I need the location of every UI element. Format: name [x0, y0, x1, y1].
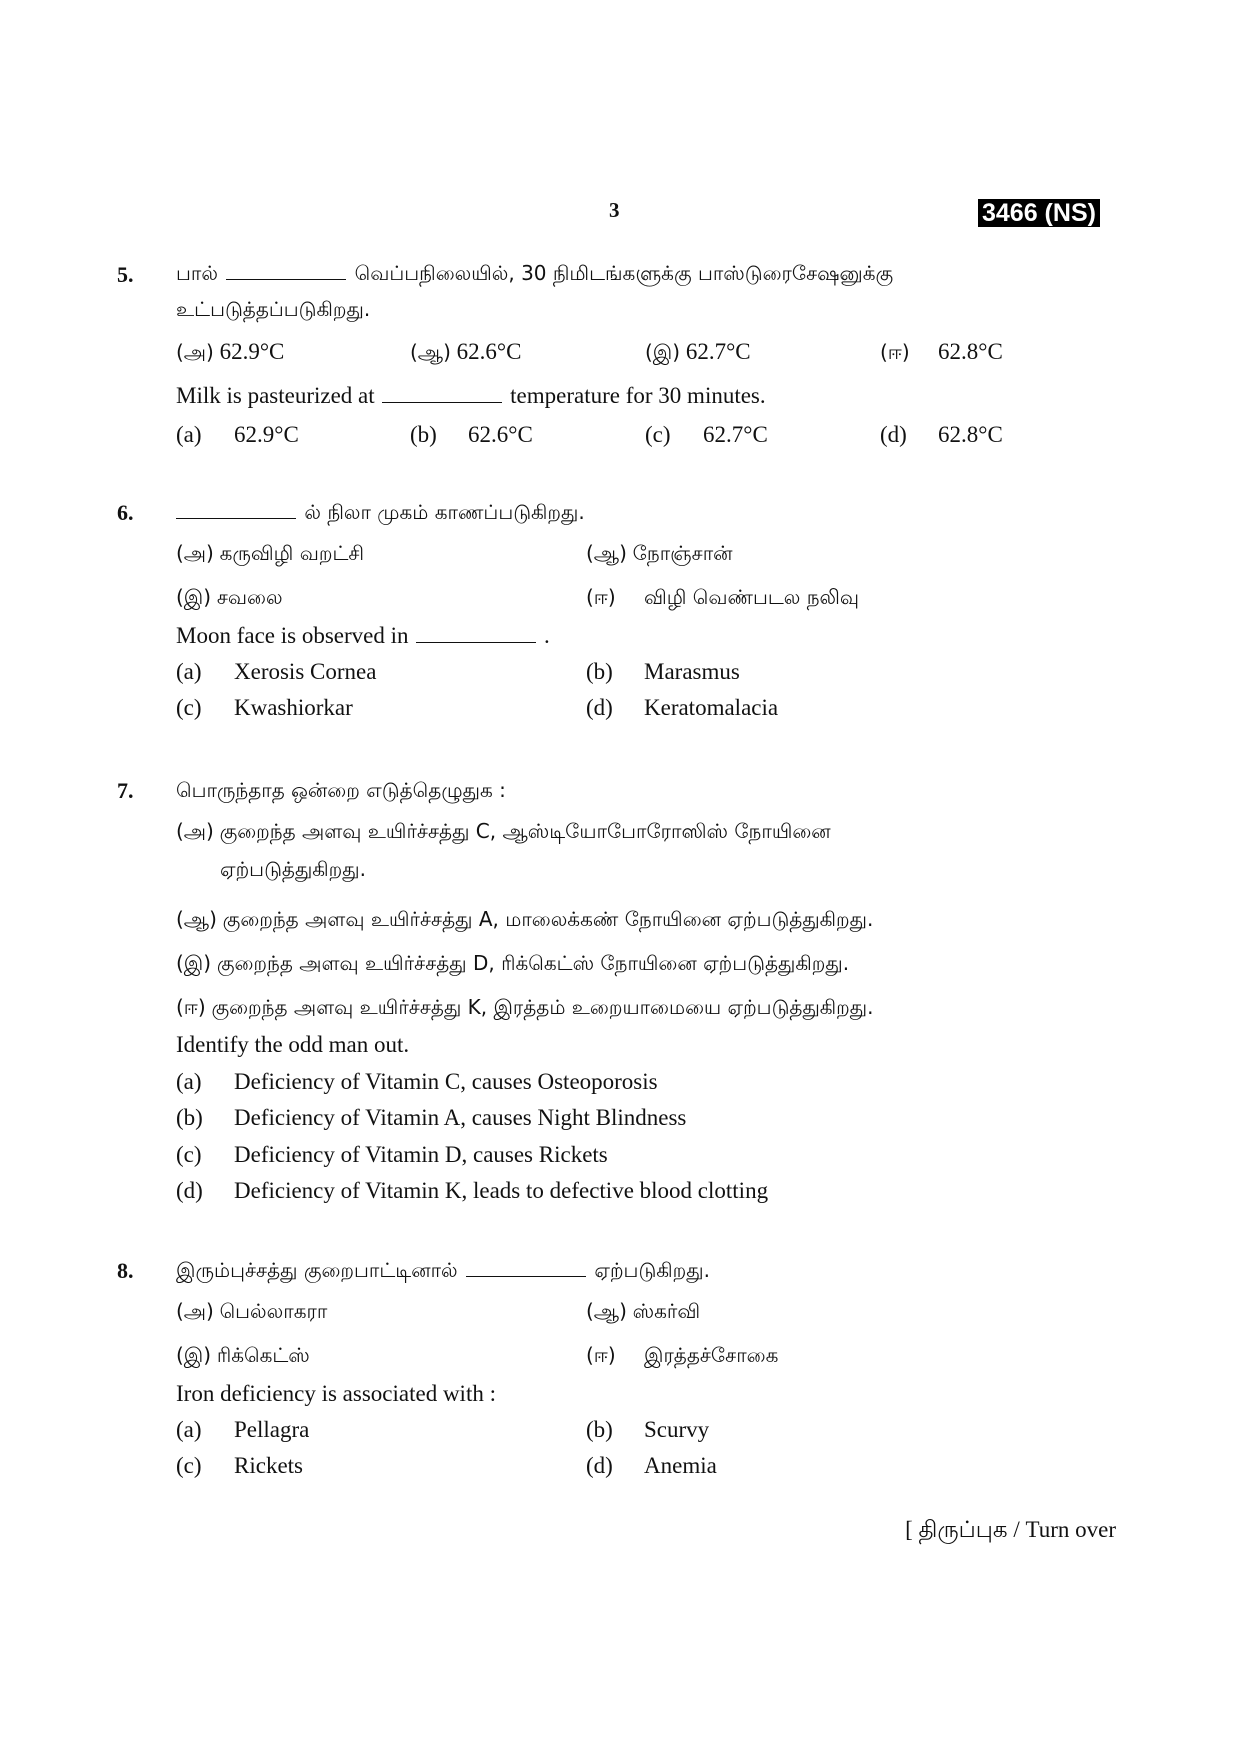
question-stem-english: Identify the odd man out.: [176, 1032, 410, 1057]
question-number: 5.: [117, 262, 134, 287]
stem-text: .: [544, 623, 550, 648]
option-ta-a: [176, 337, 284, 367]
stem-text: ல் நிலா முகம் காணப்படுகிறது.: [304, 500, 585, 524]
option-label: (அ): [176, 819, 214, 843]
option-label: (b): [586, 659, 613, 684]
option-label: (b): [410, 422, 437, 447]
option-text: குறைந்த அளவு உயிர்ச்சத்து K, இரத்தம் உறையாமையை ஏற்படுத்துகிறது.: [211, 995, 874, 1019]
option-ta-a: [176, 816, 831, 846]
option-label: (ஈ): [586, 585, 616, 609]
option-text: ரிக்கெட்ஸ்: [216, 1343, 310, 1367]
option-en-d: [586, 693, 779, 723]
option-text: சவலை: [216, 585, 283, 609]
option-ta-d: [586, 582, 860, 612]
answer-blank: [416, 624, 536, 643]
option-text: Pellagra: [234, 1417, 310, 1442]
option-ta-c: [645, 337, 751, 367]
question-stem-tamil: [176, 258, 1116, 288]
option-label: (c): [176, 1453, 202, 1478]
question-stem-tamil-cont: உட்படுத்தப்படுகிறது.: [176, 297, 371, 321]
option-ta-b: [586, 538, 733, 568]
option-en-b: [586, 1415, 710, 1445]
option-text: பெல்லாகரா: [219, 1299, 328, 1323]
option-label: (அ): [176, 1299, 214, 1323]
option-ta-d: [586, 1340, 779, 1370]
option-ta-d: [176, 992, 874, 1022]
answer-blank: [226, 261, 346, 280]
option-text: 62.6°C: [456, 339, 522, 364]
answer-blank: [382, 384, 502, 403]
option-ta-b: [176, 904, 873, 934]
option-text: Deficiency of Vitamin C, causes Osteoporosis: [234, 1069, 658, 1094]
option-label: (d): [586, 695, 613, 720]
question-number: 6.: [117, 500, 134, 525]
option-text: குறைந்த அளவு உயிர்ச்சத்து C, ஆஸ்டியோபோரோஸிஸ் நோயினை: [219, 819, 831, 843]
option-en-c: [176, 1140, 608, 1170]
option-label: (c): [176, 695, 202, 720]
answer-blank: [466, 1258, 586, 1277]
option-text: 62.6°C: [468, 422, 533, 447]
option-ta-c: [176, 582, 283, 612]
option-label: (c): [176, 1142, 202, 1167]
answer-blank: [176, 500, 296, 519]
option-text: ஏற்படுத்துகிறது.: [220, 857, 366, 881]
option-text: Xerosis Cornea: [234, 659, 377, 684]
option-text: Scurvy: [644, 1417, 710, 1442]
option-label: (ஆ): [586, 1299, 627, 1323]
option-text: Kwashiorkar: [234, 695, 353, 720]
option-text: Rickets: [234, 1453, 303, 1478]
option-label: (a): [176, 659, 202, 684]
page-number: 3: [609, 198, 620, 222]
option-ta-c: [176, 948, 849, 978]
question-stem-english: Iron deficiency is associated with :: [176, 1381, 496, 1406]
option-label: (a): [176, 1417, 202, 1442]
option-ta-b: [410, 337, 521, 367]
turn-over-note: [ திருப்புக / Turn over: [905, 1517, 1116, 1542]
option-text: Deficiency of Vitamin A, causes Night Blindness: [234, 1105, 687, 1130]
option-ta-a: [176, 538, 364, 568]
option-label: (ஆ): [176, 907, 217, 931]
option-label: (இ): [176, 1343, 212, 1367]
stem-text: வெப்பநிலையில், 30 நிமிடங்களுக்கு பாஸ்டுரைசேஷனுக்கு: [354, 261, 894, 285]
question-number: 7.: [117, 778, 134, 803]
option-label: (ஆ): [586, 541, 627, 565]
option-label: (இ): [645, 340, 681, 364]
stem-text: இரும்புச்சத்து குறைபாட்டினால்: [176, 1258, 458, 1282]
option-label: (d): [880, 422, 907, 447]
option-text: விழி வெண்படல நலிவு: [644, 585, 860, 609]
option-en-d: [586, 1451, 717, 1481]
option-text: 62.9°C: [219, 339, 285, 364]
option-en-a: [176, 1415, 310, 1445]
stem-text: Milk is pasteurized at: [176, 383, 375, 408]
option-label: (ஈ): [176, 995, 206, 1019]
option-ta-a: [176, 1296, 327, 1326]
option-en-d: [176, 1176, 769, 1206]
option-text: 62.9°C: [234, 422, 299, 447]
option-label: (d): [586, 1453, 613, 1478]
option-text: 62.8°C: [938, 339, 1003, 364]
option-en-d: [880, 420, 1003, 450]
question-stem-tamil: பொருந்தாத ஒன்றை எடுத்தெழுதுக :: [176, 778, 506, 802]
question-stem-tamil: [176, 497, 1116, 527]
option-label: (c): [645, 422, 671, 447]
option-label: (a): [176, 422, 202, 447]
stem-text: Moon face is observed in: [176, 623, 409, 648]
option-ta-d: [880, 337, 1003, 367]
option-ta-b: [586, 1296, 700, 1326]
option-text: ஸ்கர்வி: [632, 1299, 701, 1323]
option-en-a: [176, 657, 377, 687]
option-en-b: [410, 420, 533, 450]
option-text: குறைந்த அளவு உயிர்ச்சத்து D, ரிக்கெட்ஸ் நோயினை ஏற்படுத்துகிறது.: [216, 951, 850, 975]
option-ta-a-cont: [220, 854, 366, 884]
stem-text: ஏற்படுகிறது.: [594, 1258, 710, 1282]
question-stem-tamil: [176, 1255, 1116, 1285]
option-en-b: [586, 657, 740, 687]
option-text: Deficiency of Vitamin D, causes Rickets: [234, 1142, 608, 1167]
option-text: Anemia: [644, 1453, 717, 1478]
question-stem-english: [176, 621, 1116, 651]
option-label: (ஈ): [586, 1343, 616, 1367]
option-ta-c: [176, 1340, 310, 1370]
question-number: 8.: [117, 1258, 134, 1283]
option-label: (ஈ): [880, 340, 910, 364]
stem-text: temperature for 30 minutes.: [510, 383, 766, 408]
option-label: (இ): [176, 585, 212, 609]
option-label: (இ): [176, 951, 212, 975]
option-label: (அ): [176, 340, 214, 364]
option-text: Keratomalacia: [644, 695, 779, 720]
option-text: நோஞ்சான்: [632, 541, 733, 565]
option-en-c: [645, 420, 768, 450]
paper-code-badge: 3466 (NS): [978, 199, 1100, 227]
option-text: 62.7°C: [703, 422, 768, 447]
option-en-b: [176, 1103, 687, 1133]
option-label: (d): [176, 1178, 203, 1203]
option-en-c: [176, 693, 353, 723]
option-en-a: [176, 1067, 658, 1097]
option-text: 62.7°C: [685, 339, 751, 364]
stem-text: பால்: [176, 261, 218, 285]
option-label: (b): [586, 1417, 613, 1442]
option-text: 62.8°C: [938, 422, 1003, 447]
option-en-a: [176, 420, 299, 450]
option-en-c: [176, 1451, 303, 1481]
question-stem-english: [176, 381, 1116, 411]
option-label: (அ): [176, 541, 214, 565]
option-label: (ஆ): [410, 340, 451, 364]
option-label: (b): [176, 1105, 203, 1130]
option-text: குறைந்த அளவு உயிர்ச்சத்து A, மாலைக்கண் நோயினை ஏற்படுத்துகிறது.: [222, 907, 874, 931]
option-text: Deficiency of Vitamin K, leads to defective blood clotting: [234, 1178, 769, 1203]
option-text: Marasmus: [644, 659, 740, 684]
option-text: கருவிழி வறட்சி: [219, 541, 365, 565]
option-label: (a): [176, 1069, 202, 1094]
option-text: இரத்தச்சோகை: [644, 1343, 779, 1367]
